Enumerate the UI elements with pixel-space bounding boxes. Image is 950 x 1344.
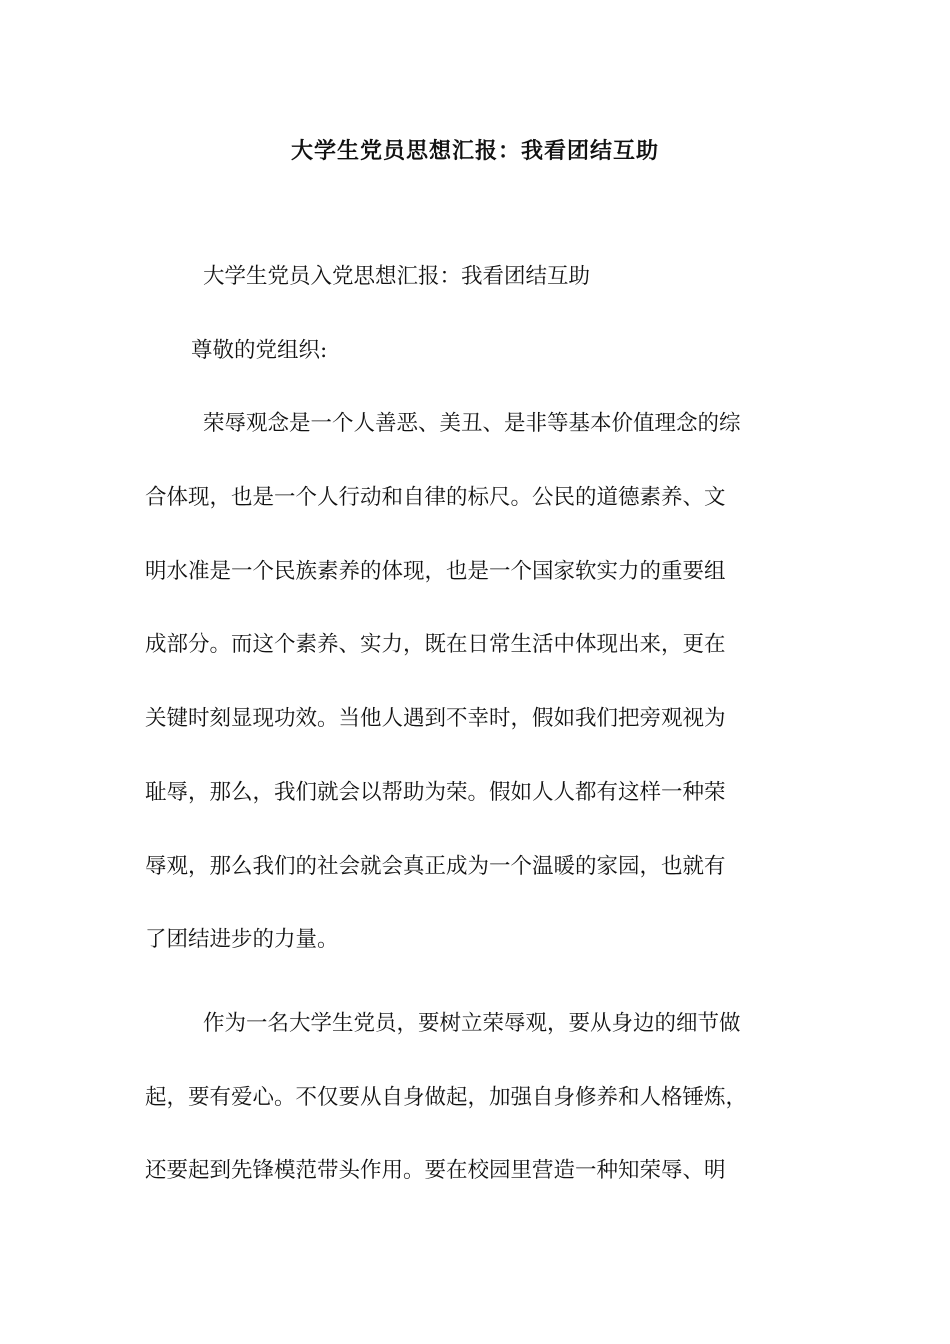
paragraph-line: 合体现，也是一个人行动和自律的标尺。公民的道德素养、文 (145, 485, 726, 510)
paragraph-line: 辱观，那么我们的社会就会真正成为一个温暖的家园，也就有 (145, 854, 726, 879)
paragraph-line: 作为一名大学生党员，要树立荣辱观，要从身边的细节做 (203, 1011, 741, 1036)
paragraph-line: 耻辱，那么，我们就会以帮助为荣。假如人人都有这样一种荣 (145, 780, 726, 805)
paragraph-line: 成部分。而这个素养、实力，既在日常生活中体现出来，更在 (145, 632, 726, 657)
paragraph-line: 明水准是一个民族素养的体现，也是一个国家软实力的重要组 (145, 559, 726, 584)
paragraph-line: 荣辱观念是一个人善恶、美丑、是非等基本价值理念的综 (203, 411, 741, 436)
paragraph-line: 还要起到先锋模范带头作用。要在校园里营造一种知荣辱、明 (145, 1158, 726, 1183)
salutation: 尊敬的党组织: (191, 338, 328, 363)
paragraph-line: 关键时刻显现功效。当他人遇到不幸时，假如我们把旁观视为 (145, 706, 726, 731)
document-title: 大学生党员思想汇报：我看团结互助 (290, 138, 659, 164)
document-subtitle: 大学生党员入党思想汇报：我看团结互助 (203, 264, 591, 289)
paragraph-line: 了团结进步的力量。 (145, 927, 339, 952)
paragraph-line: 起，要有爱心。不仅要从自身做起，加强自身修养和人格锤炼， (145, 1085, 748, 1110)
